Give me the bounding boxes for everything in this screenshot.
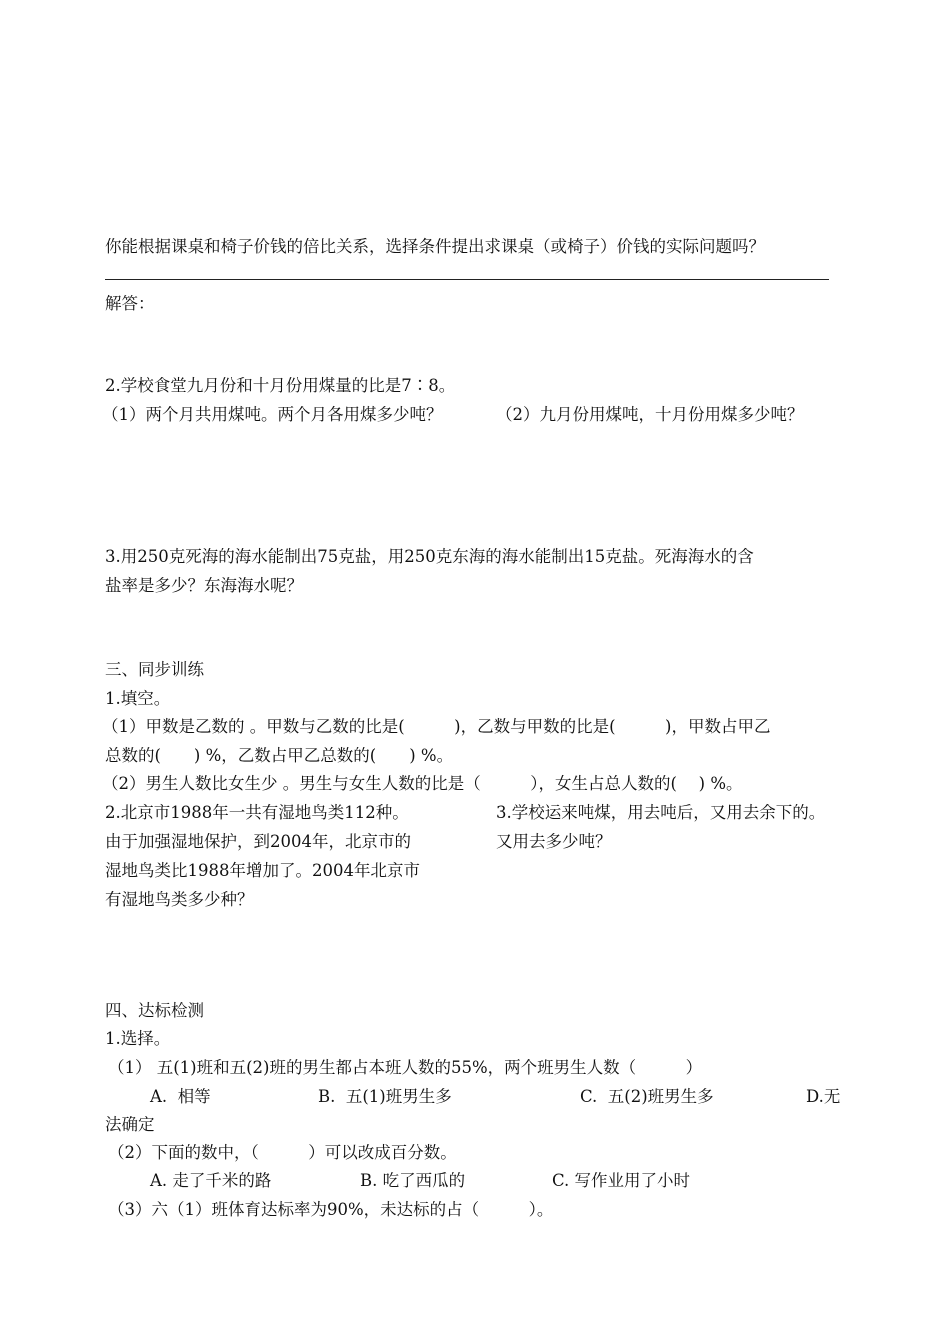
c1-option-d-wrap: 法确定 xyxy=(105,1115,155,1134)
c2-option-c: C. 写作业用了小时 xyxy=(552,1171,691,1190)
c1-option-c: C. 五(2)班男生多 xyxy=(580,1087,714,1106)
q2-sub2: （2）九月份用煤吨，十月份用煤多少吨？ xyxy=(496,405,804,424)
section3-title: 三、同步训练 xyxy=(105,660,204,679)
section4-title: 四、达标检测 xyxy=(105,1001,204,1020)
c2-stem: （2）下面的数中，（ ）可以改成百分数。 xyxy=(108,1143,457,1162)
answer-rule-line xyxy=(105,279,829,280)
s3-q2-line1: 2.北京市1988年一共有湿地鸟类112种。 xyxy=(105,803,409,822)
s3-q2-line2: 由于加强湿地保护，到2004年，北京市的 xyxy=(105,832,411,851)
c2-option-a: A. 走了千米的路 xyxy=(150,1171,272,1190)
q2-stem: 2.学校食堂九月份和十月份用煤量的比是7∶8。 xyxy=(105,376,456,395)
fill2: （2）男生人数比女生少 。男生与女生人数的比是（ ），女生占总人数的( ) %。 xyxy=(102,774,743,793)
c2-option-b: B. 吃了西瓜的 xyxy=(360,1171,466,1190)
fill1-line2: 总数的( ) %，乙数占甲乙总数的( ) %。 xyxy=(105,746,454,765)
c1-stem: （1） 五(1)班和五(2)班的男生都占本班人数的55%，两个班男生人数（ ） xyxy=(108,1058,703,1077)
fill-title: 1.填空。 xyxy=(105,689,171,708)
c1-option-d: D.无 xyxy=(806,1087,841,1106)
s3-q3-line2: 又用去多少吨？ xyxy=(496,832,612,851)
c3-stem: （3）六（1）班体育达标率为90%，未达标的占（ ）。 xyxy=(108,1200,554,1219)
answer-label: 解答： xyxy=(105,294,155,313)
s3-q2-line4: 有湿地鸟类多少种？ xyxy=(105,890,254,909)
s3-q2-line3: 湿地鸟类比1988年增加了。2004年北京市 xyxy=(105,861,420,880)
fill1-line1: （1）甲数是乙数的 。甲数与乙数的比是( )，乙数与甲数的比是( )，甲数占甲乙 xyxy=(102,717,771,736)
c1-option-b: B. 五(1)班男生多 xyxy=(318,1087,452,1106)
q3-line2: 盐率是多少？东海海水呢？ xyxy=(105,576,303,595)
question-intro: 你能根据课桌和椅子价钱的倍比关系，选择条件提出求课桌（或椅子）价钱的实际问题吗？ xyxy=(105,237,765,256)
q2-sub1: （1）两个月共用煤吨。两个月各用煤多少吨？ xyxy=(102,405,443,424)
choice-title: 1.选择。 xyxy=(105,1029,171,1048)
c1-option-a: A. 相等 xyxy=(150,1087,211,1106)
q3-line1: 3.用250克死海的海水能制出75克盐，用250克东海的海水能制出15克盐。死海海水的含 xyxy=(105,547,754,566)
s3-q3-line1: 3.学校运来吨煤，用去吨后，又用去余下的。 xyxy=(496,803,826,822)
